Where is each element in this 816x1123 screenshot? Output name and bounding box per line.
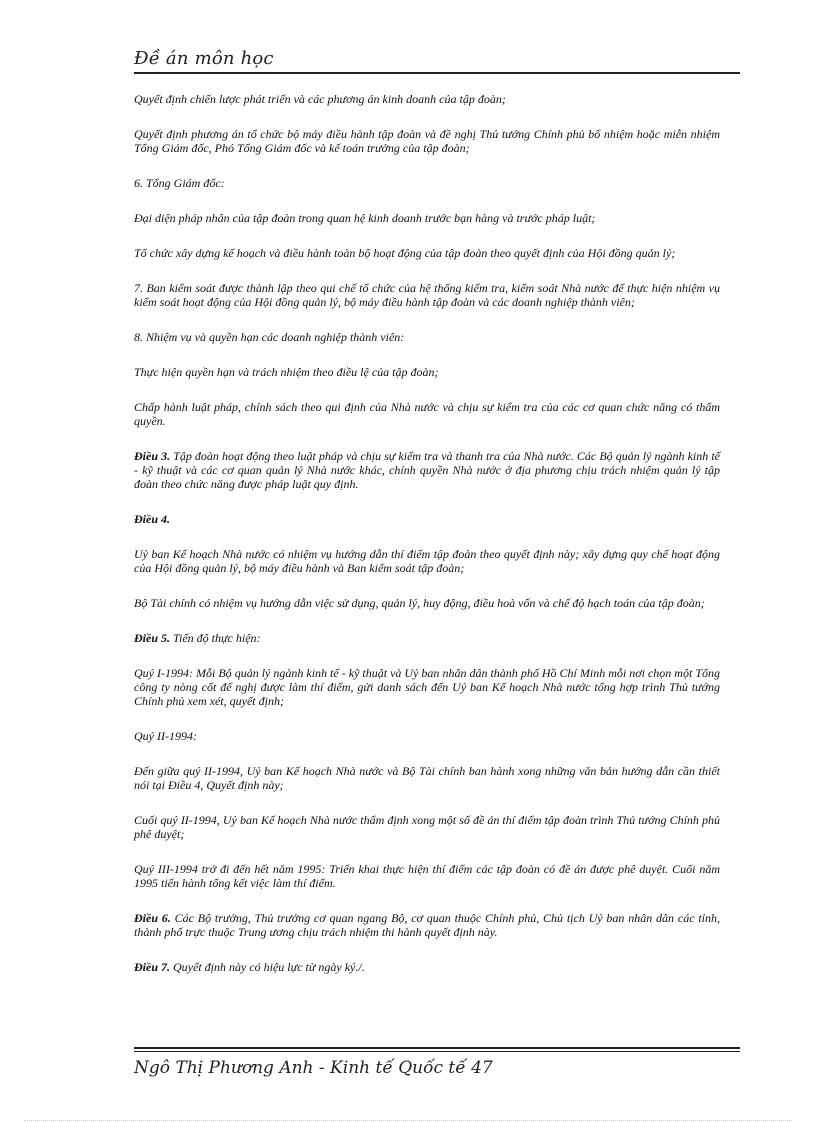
paragraph-text: Tiến độ thực hiện:: [170, 631, 261, 645]
document-paragraph: [134, 449, 723, 491]
document-paragraph: [134, 547, 723, 575]
paragraph-text: Quý III-1994 trở đi đến hết năm 1995: Triển khai thực hiện thí điểm các tập đoàn có đề án được phê duyệt. Cuối năm 1995 tiến hành tổng kết việc làm thí điểm.: [134, 862, 723, 890]
document-paragraph: [134, 365, 720, 379]
article-label: Điều 3.: [134, 449, 171, 463]
article-label: Điều 4.: [134, 512, 170, 526]
footer-rule-secondary: [134, 1051, 740, 1052]
page-edge-divider: [24, 1120, 792, 1121]
document-paragraph: [134, 211, 720, 225]
document-paragraph: [134, 911, 723, 939]
document-paragraph: [134, 512, 720, 526]
page-header: [134, 46, 740, 74]
document-paragraph: [134, 729, 720, 743]
footer-author: Ngô Thị Phương Anh - Kinh tế Quốc tế 47: [134, 1058, 493, 1078]
article-label: Điều 5.: [134, 631, 170, 645]
document-paragraph: [134, 246, 720, 260]
paragraph-text: 6. Tổng Giám đốc:: [134, 176, 225, 190]
paragraph-text: 7. Ban kiểm soát được thành lập theo qui chế tổ chức của hệ thống kiểm tra, kiểm soát Nhà nước để thực hiện nhiệm vụ kiểm soát hoạt động của Hội đồng quản lý, bộ máy điều hành tập đoàn và các doanh nghiệp thành viên;: [134, 281, 723, 309]
document-paragraph: [134, 764, 723, 792]
document-paragraph: [134, 960, 720, 974]
document-body: [134, 92, 723, 995]
paragraph-text: Bộ Tài chính có nhiệm vụ hướng dẫn việc sử dụng, quản lý, huy động, điều hoà vốn và chế độ hạch toán của tập đoàn;: [134, 596, 705, 610]
paragraph-text: Cuối quý II-1994, Uỷ ban Kế hoạch Nhà nước thẩm định xong một số đề án thí điểm tập đoàn trình Thủ tướng Chính phủ phê duyệt;: [134, 813, 723, 841]
paragraph-text: Tổ chức xây dựng kế hoạch và điều hành toàn bộ hoạt động của tập đoàn theo quyết định của Hội đồng quản lý;: [134, 246, 676, 260]
paragraph-text: Đến giữa quý II-1994, Uỷ ban Kế hoạch Nhà nước và Bộ Tài chính ban hành xong những văn bản hướng dẫn cần thiết nói tại Điều 4, Quyết định này;: [134, 764, 723, 792]
paragraph-text: Chấp hành luật pháp, chính sách theo qui định của Nhà nước và chịu sự kiểm tra của các cơ quan chức năng có thẩm quyền.: [134, 400, 723, 428]
paragraph-text: Thực hiện quyền hạn và trách nhiệm theo điều lệ của tập đoàn;: [134, 365, 439, 379]
document-paragraph: [134, 666, 723, 708]
footer-rule: [134, 1047, 740, 1049]
document-paragraph: [134, 281, 723, 309]
document-paragraph: [134, 400, 723, 428]
article-label: Điều 6.: [134, 911, 171, 925]
paragraph-text: Quý I-1994: Mỗi Bộ quản lý ngành kinh tế - kỹ thuật và Uỷ ban nhân dân thành phố Hồ Chí Minh mỗi nơi chọn một Tổng công ty nòng cốt để nghị được làm thí điểm, gửi danh sách đến Uỷ ban Kế hoạch Nhà nước tổng hợp trình Thủ tướng Chính phủ xem xét, quyết định;: [134, 666, 723, 708]
paragraph-text: Quyết định phương án tổ chức bộ máy điều hành tập đoàn và đề nghị Thủ tướng Chính phủ bổ nhiệm hoặc miễn nhiệm Tổng Giám đốc, Phó Tổng Giám đốc và kế toán trưởng của tập đoàn;: [134, 127, 723, 155]
header-title: Đề án môn học: [134, 48, 274, 69]
document-paragraph: [134, 176, 720, 190]
article-label: Điều 7.: [134, 960, 170, 974]
paragraph-text: Tập đoàn hoạt động theo luật pháp và chịu sự kiểm tra và thanh tra của Nhà nước. Các Bộ quản lý ngành kinh tế - kỹ thuật và các cơ quan quản lý Nhà nước khác, chính quyền Nhà nước ở địa phương chịu trách nhiệm quản lý tập đoàn theo chức năng được pháp luật quy định.: [134, 449, 723, 491]
document-paragraph: [134, 862, 723, 890]
document-paragraph: [134, 631, 720, 645]
page-footer: [134, 1047, 740, 1080]
paragraph-text: Các Bộ trưởng, Thủ trưởng cơ quan ngang Bộ, cơ quan thuộc Chính phủ, Chủ tịch Uỷ ban nhân dân các tỉnh, thành phố trực thuộc Trung ương chịu trách nhiệm thi hành quyết định này.: [134, 911, 723, 939]
document-paragraph: [134, 596, 720, 610]
document-paragraph: [134, 330, 720, 344]
paragraph-text: Đại diện pháp nhân của tập đoàn trong quan hệ kinh doanh trước bạn hàng và trước pháp luật;: [134, 211, 596, 225]
paragraph-text: Uỷ ban Kế hoạch Nhà nước có nhiệm vụ hướng dẫn thí điểm tập đoàn theo quyết định này; xây dựng quy chế hoạt động của Hội đồng quản lý, bộ máy điều hành và Ban kiểm soát tập đoàn;: [134, 547, 723, 575]
paragraph-text: Quyết định chiến lược phát triển và các phương án kinh doanh của tập đoàn;: [134, 92, 506, 106]
document-paragraph: [134, 127, 723, 155]
paragraph-text: Quý II-1994:: [134, 729, 197, 743]
paragraph-text: Quyết định này có hiệu lực từ ngày ký./.: [170, 960, 365, 974]
document-paragraph: [134, 813, 723, 841]
paragraph-text: 8. Nhiệm vụ và quyền hạn các doanh nghiệp thành viên:: [134, 330, 405, 344]
document-paragraph: [134, 92, 720, 106]
